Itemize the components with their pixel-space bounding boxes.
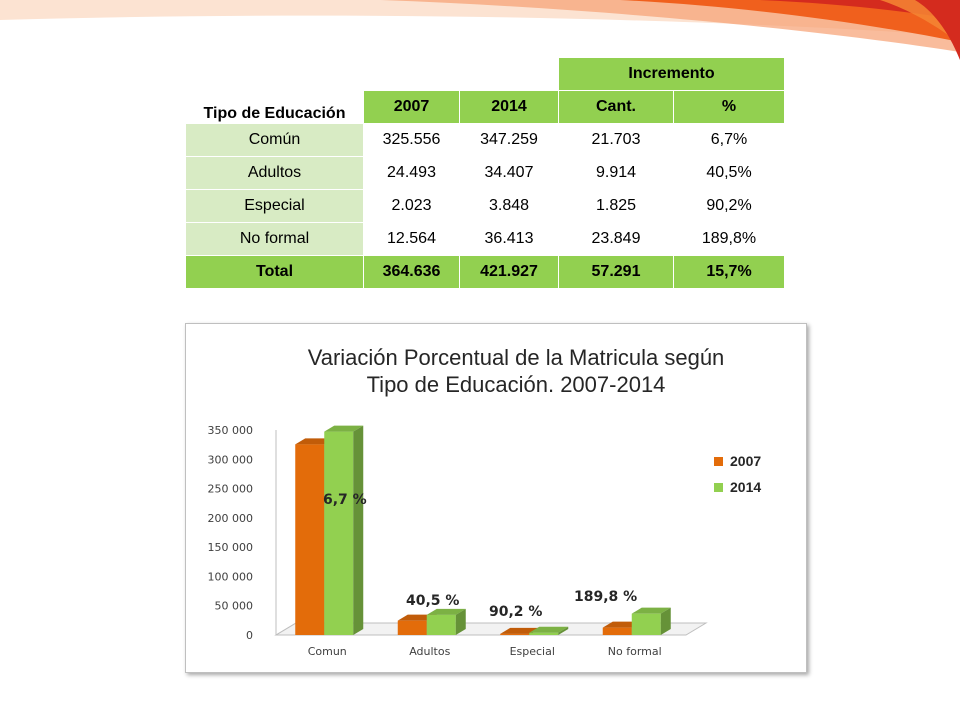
cell-2007: 2.023 [364,190,460,223]
table-total-row [186,256,785,289]
bar-2014-adultos [427,615,456,635]
x-tick-label: Comun [307,645,347,658]
cell-2014: 36.413 [460,223,559,256]
slide-decoration [0,0,960,60]
cell-2007: 24.493 [364,157,460,190]
data-label: 6,7 % [323,492,367,508]
y-tick-label: 150 000 [207,541,253,555]
total-pct: 15,7% [674,256,785,289]
legend-label: 2007 [730,453,762,469]
cell-cant: 21.703 [559,124,674,157]
cell-2014: 34.407 [460,157,559,190]
data-label: 90,2 % [489,604,543,620]
total-2014: 421.927 [460,256,559,289]
bar-2014-especial [529,633,558,635]
cell-cant: 1.825 [559,190,674,223]
total-cant: 57.291 [559,256,674,289]
cell-2007: 325.556 [364,124,460,157]
row-label: Común [186,124,364,157]
y-tick-label: 200 000 [207,511,253,525]
data-label: 40,5 % [406,593,460,609]
row-label: Especial [186,190,364,223]
bar-side-face [353,426,363,635]
education-table [185,57,785,289]
bar-2014-comun [324,432,353,635]
header-incremento: Incremento [559,58,785,91]
cell-cant: 9.914 [559,157,674,190]
chart-frame [185,323,807,673]
row-label: No formal [186,223,364,256]
y-tick-label: 50 000 [214,599,253,613]
bar-2007-no-formal [603,628,632,635]
header-2007: 2007 [364,91,460,124]
table-row [186,190,785,223]
header-cant: Cant. [559,91,674,124]
y-tick-label: 250 000 [207,482,253,496]
bar-2007-especial [500,634,529,635]
cell-2014: 347.259 [460,124,559,157]
y-tick-label: 100 000 [207,570,253,584]
table-row [186,223,785,256]
bar-2007-adultos [398,621,427,635]
row-label: Adultos [186,157,364,190]
x-tick-label: Especial [509,645,555,658]
header-pct: % [674,91,785,124]
table-row [186,157,785,190]
table-header-row [186,91,785,124]
table-header-group-row [186,58,785,91]
y-tick-label: 350 000 [207,424,253,437]
header-tipo: Tipo de Educación [186,91,364,124]
bar-2014-no-formal [632,614,661,635]
bar-2007-comun [295,444,324,635]
legend-swatch-2007 [714,457,723,466]
cell-pct: 6,7% [674,124,785,157]
bar-chart [186,324,806,672]
table-row [186,124,785,157]
cell-cant: 23.849 [559,223,674,256]
cell-pct: 189,8% [674,223,785,256]
total-label: Total [186,256,364,289]
cell-pct: 40,5% [674,157,785,190]
cell-pct: 90,2% [674,190,785,223]
legend-swatch-2014 [714,483,723,492]
legend-label: 2014 [730,479,762,495]
x-tick-label: No formal [607,645,662,658]
cell-2007: 12.564 [364,223,460,256]
header-2014: 2014 [460,91,559,124]
chart-title-line1: Variación Porcentual de la Matricula según [307,345,725,370]
chart-title-line2: Tipo de Educación. 2007-2014 [366,372,666,397]
y-tick-label: 0 [246,629,253,642]
data-label: 189,8 % [574,589,638,605]
total-2007: 364.636 [364,256,460,289]
x-tick-label: Adultos [409,645,451,658]
y-tick-label: 300 000 [207,453,253,467]
cell-2014: 3.848 [460,190,559,223]
